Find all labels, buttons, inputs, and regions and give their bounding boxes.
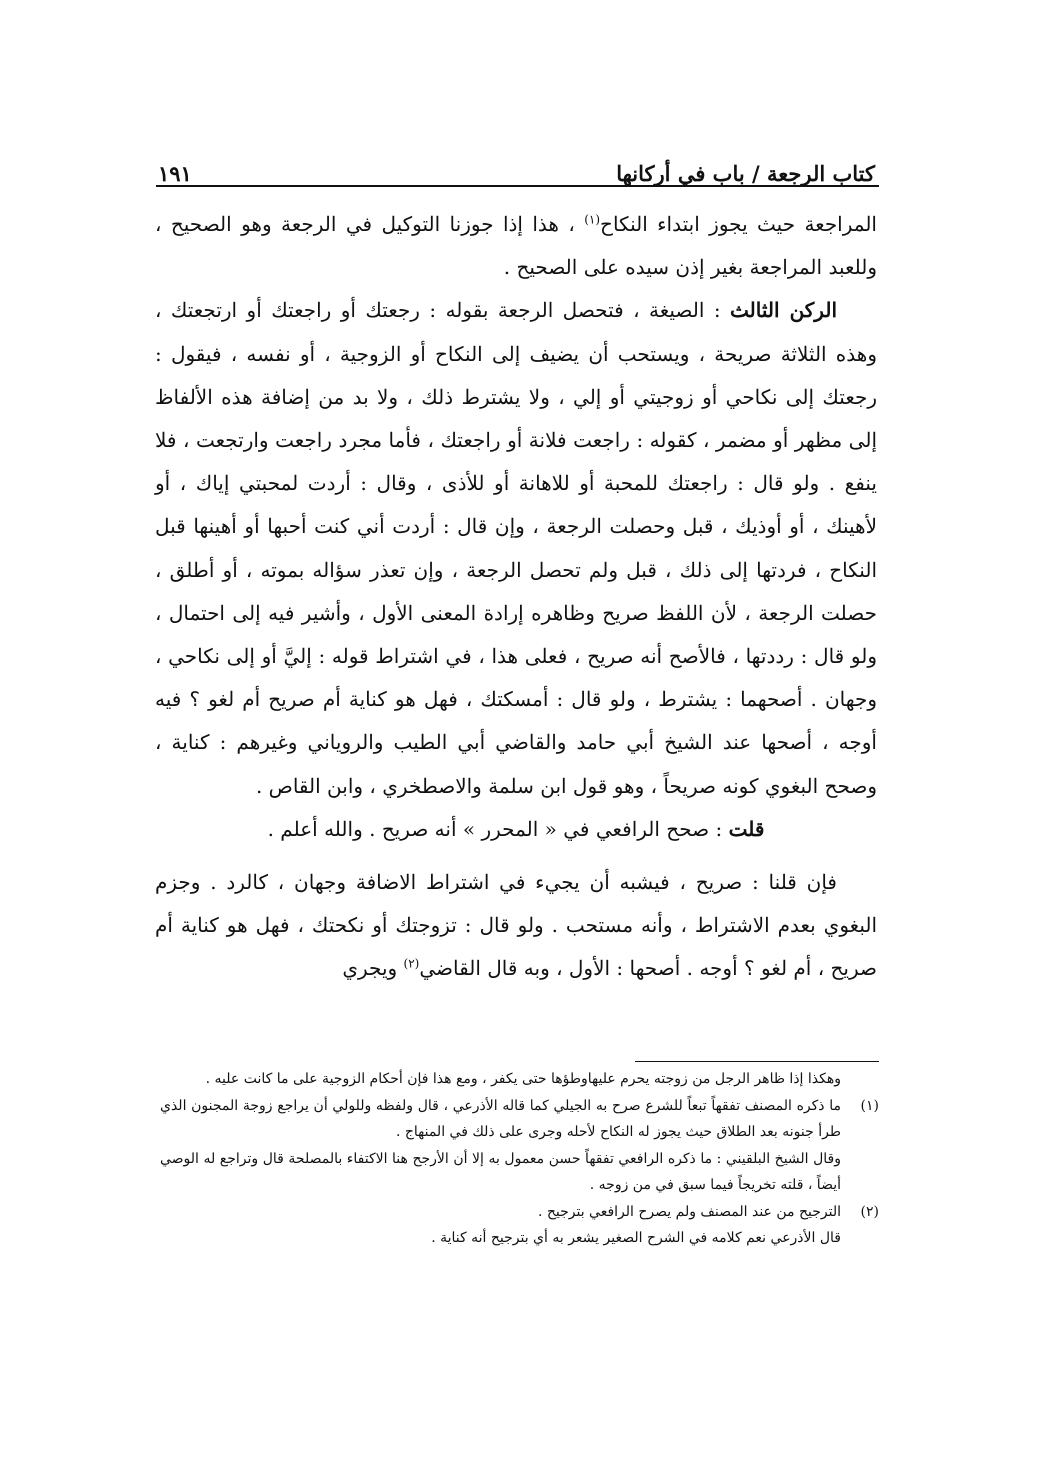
footnote-number: (١) [860,1097,879,1114]
running-header [158,140,875,184]
footnote-ref-1[interactable]: (١) [584,212,601,227]
page-number: ١٩١ [158,161,192,186]
footnote-item [160,1093,879,1199]
footnote-item [160,1199,879,1252]
footnote-ref-2[interactable]: (٢) [403,956,420,971]
footnote-continuation: وهكذا إذا ظاهر الرجل من زوجته يحرم عليهاوطؤها حتى يكفر ، ومع هذا فإن أحكام الزوجية على ما كانت عليه . [205,1071,841,1087]
header-rule [156,185,879,187]
footnote-body: الترجيح من عند المصنف ولم يصرح الرافعي بترجيح . قال الأذرعي نعم كلامه في الشرح الصغير يشعر به أي بترجيح أنه كناية . [431,1203,841,1246]
paragraph-note: قلت : صحح الرافعي في « المحرر » أنه صريح . والله أعلم . [267,816,765,841]
footnote-number: (٢) [860,1203,879,1220]
footnote-body: ما ذكره المصنف تفقهاً تبعاً للشرع صرح به الجيلي كما قاله الأذرعي ، قال ولفظه وللولي أن يراجع زوجة المجنون الذي طرأ جنونه بعد الطلاق حيث يجوز له النكاح لأحله وجرى على ذلك في المنهاج . وقال الشيخ البلقيني : ما ذكره الرافعي تفقهاً حسن معمول به إلا أن الأرجح هنا الاكتفاء بالمصلحة قال وتراجع له الوصي أيضاً ، قلته تخريجاً فيما سبق في من زوجه . [160,1097,841,1193]
qultu-label: قلت [728,816,765,841]
paragraph: فإن قلنا : صريح ، فيشبه أن يجيء في اشتراط الاضافة وجهان ، كالرد . وجزم البغوي بعدم الاشتراط ، وأنه مستحب . ولو قال : تزوجتك أو نكحتك ، فهل هو كناية أم صريح ، أم لغو ؟ أوجه . أصحها : الأول ، وبه قال القاضي$^{(٢)}$ ويجري [155,870,877,981]
paragraph: الركن الثالث : الصيغة ، فتحصل الرجعة بقوله : رجعتك أو راجعتك أو ارتجعتك ، وهذه الثلاثة صريحة ، ويستحب أن يضيف إلى النكاح أو الزوجية ، أو نفسه ، فيقول : رجعتك إلى نكاحي أو زوجيتي أو إلي ، ولا يشترط ذلك ، ولا بد من إضافة هذه الألفاظ إلى مظهر أو مضمر ، كقوله : راجعت فلانة أو راجعتك ، فأما مجرد راجعت وارتجعت ، فلا ينفع . ولو قال : راجعتك للمحبة أو للاهانة أو للأذى ، وقال : أردت لمحبتي إياك ، أو لأهينك ، أو أوذيك ، قبل وحصلت الرجعة ، وإن قال : أردت أني كنت أحبها أو أهينها قبل النكاح ، فردتها إلى ذلك ، قبل ولم تحصل الرجعة ، وإن تعذر سؤاله بموته ، أو أطلق ، حصلت الرجعة ، لأن اللفظ صريح وظاهره إرادة المعنى الأول ، وأشير فيه إلى احتمال ، ولو قال : رددتها ، فالأصح أنه صريح ، فعلى هذا ، في اشتراط قوله : إليَّ أو إلى نكاحي ، وجهان . أصحهما : يشترط ، ولو قال : أمسكتك ، فهل هو كناية أم صريح أم لغو ؟ فيه أوجه ، أصحها عند الشيخ أبي حامد والقاضي أبي الطيب والروياني وغيرهم : كناية ، وصحح البغوي كونه صريحاً ، وهو قول ابن سلمة والاصطخري ، وابن القاص . [155,298,877,798]
footnote-rule [635,1061,879,1062]
spacer [155,851,877,861]
paragraph: المراجعة حيث يجوز ابتداء النكاح$^{(١)}$ ، هذا إذا جوزنا التوكيل في الرجعة وهو الصحيح ، وللعبد المراجعة بغير إذن سيده على الصحيح . [155,212,877,280]
section-heading: الركن الثالث [730,298,837,323]
chapter-title: كتاب الرجعة / باب في أركانها [616,161,875,186]
footnotes [160,1066,879,1252]
main-text [155,203,877,991]
